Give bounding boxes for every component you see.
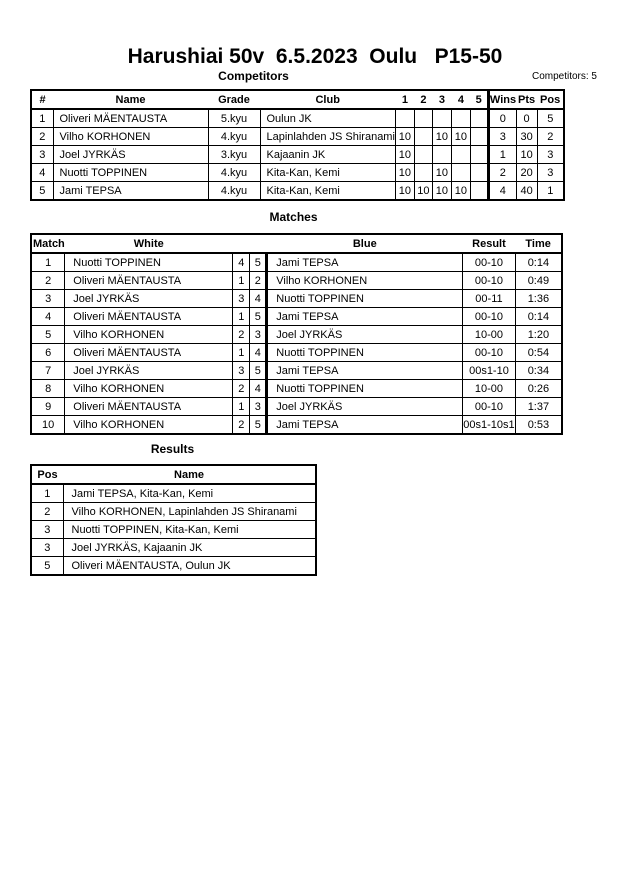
col-header-blue: Blue [267,234,463,253]
matrix-cell: 10 [395,146,414,164]
results-section-title: Results [150,442,195,456]
white-competitor: Joel JYRKÄS [65,362,233,380]
competitor-wins: 2 [488,164,516,182]
competitor-row [31,128,564,146]
col-header-name: Name [63,465,316,484]
match-number: 8 [31,380,65,398]
competitor-club: Lapinlahden JS Shiranami [260,128,395,146]
white-competitor-number: 1 [233,398,250,416]
matrix-cell [470,128,488,146]
white-competitor-number: 2 [233,326,250,344]
blue-competitor: Jami TEPSA [267,416,463,435]
match-number: 6 [31,344,65,362]
blue-competitor-number: 2 [250,272,267,290]
matrix-cell [414,128,432,146]
competitor-grade: 4.kyu [208,182,260,201]
competitor-points: 0 [516,109,537,128]
blue-competitor-number: 5 [250,362,267,380]
competitors-section-title: Competitors [218,69,289,83]
result-name: Nuotti TOPPINEN, Kita-Kan, Kemi [63,521,316,539]
results-header-row [31,465,316,484]
competitor-wins: 3 [488,128,516,146]
matrix-cell [470,146,488,164]
white-competitor-number: 1 [233,308,250,326]
blue-competitor-number: 4 [250,344,267,362]
match-row [31,253,562,272]
blue-competitor: Jami TEPSA [267,253,463,272]
blue-competitor: Nuotti TOPPINEN [267,344,463,362]
blue-competitor: Nuotti TOPPINEN [267,380,463,398]
match-time: 1:36 [515,290,562,308]
match-number: 5 [31,326,65,344]
results-table [30,464,317,576]
competitors-table [30,89,565,201]
competitor-club: Kajaanin JK [260,146,395,164]
match-row [31,380,562,398]
match-result: 10-00 [463,380,515,398]
competitor-grade: 4.kyu [208,128,260,146]
col-header-club: Club [260,90,395,109]
match-number: 7 [31,362,65,380]
result-position: 5 [31,557,63,576]
match-time: 1:37 [515,398,562,416]
matrix-cell: 10 [451,128,470,146]
white-competitor-number: 2 [233,380,250,398]
col-header-time: Time [515,234,562,253]
col-header-pos: Pos [537,90,564,109]
competitor-row [31,109,564,128]
match-result: 00-10 [463,398,515,416]
white-competitor: Nuotti TOPPINEN [65,253,233,272]
competitor-points: 10 [516,146,537,164]
blue-competitor: Vilho KORHONEN [267,272,463,290]
matrix-cell [414,164,432,182]
col-header-2: 2 [414,90,432,109]
blue-competitor: Jami TEPSA [267,362,463,380]
blue-competitor-number: 3 [250,326,267,344]
result-row [31,503,316,521]
match-number: 2 [31,272,65,290]
result-row [31,484,316,503]
col-header-wins: Wins [488,90,516,109]
match-time: 0:53 [515,416,562,435]
matrix-cell: 10 [395,164,414,182]
matrix-cell [470,164,488,182]
matrix-cell [470,182,488,201]
matrix-cell [414,146,432,164]
match-time: 0:14 [515,308,562,326]
match-time: 0:34 [515,362,562,380]
match-row [31,308,562,326]
blue-competitor: Jami TEPSA [267,308,463,326]
competitor-club: Oulun JK [260,109,395,128]
matches-table [30,233,563,435]
match-time: 0:14 [515,253,562,272]
competitor-number: 2 [31,128,53,146]
competitor-number: 3 [31,146,53,164]
competitor-grade: 3.kyu [208,146,260,164]
result-row [31,521,316,539]
blue-competitor-number: 4 [250,290,267,308]
col-header-white-number [233,234,250,253]
col-header-grade: Grade [208,90,260,109]
competitor-name: Vilho KORHONEN [53,128,208,146]
competitor-position: 3 [537,164,564,182]
col-header-pts: Pts [516,90,537,109]
white-competitor: Vilho KORHONEN [65,326,233,344]
result-row [31,557,316,576]
col-header-match: Match [31,234,65,253]
col-header-name: Name [53,90,208,109]
col-header-1: 1 [395,90,414,109]
col-header-4: 4 [451,90,470,109]
match-row [31,272,562,290]
competitor-number: 5 [31,182,53,201]
match-number: 10 [31,416,65,435]
competitor-points: 30 [516,128,537,146]
match-row [31,398,562,416]
page-title: Harushiai 50v 6.5.2023 Oulu P15-50 [127,45,503,68]
result-row [31,539,316,557]
competitor-row [31,146,564,164]
match-row [31,344,562,362]
col-header-result: Result [463,234,515,253]
match-result: 00s1-10s1 [463,416,515,435]
match-result: 00-10 [463,272,515,290]
matrix-cell [451,109,470,128]
match-result: 00-10 [463,308,515,326]
matrix-cell: 10 [414,182,432,201]
blue-competitor-number: 5 [250,308,267,326]
match-time: 0:49 [515,272,562,290]
blue-competitor-number: 5 [250,416,267,435]
match-result: 00-11 [463,290,515,308]
white-competitor: Oliveri MÄENTAUSTA [65,398,233,416]
match-time: 0:26 [515,380,562,398]
col-header-number: # [31,90,53,109]
col-header-3: 3 [432,90,451,109]
blue-competitor-number: 4 [250,380,267,398]
white-competitor-number: 2 [233,416,250,435]
col-header-white: White [65,234,233,253]
result-position: 2 [31,503,63,521]
col-header-pos: Pos [31,465,63,484]
competitors-count-label: Competitors: 5 [531,71,597,82]
matrix-cell [470,109,488,128]
result-position: 3 [31,521,63,539]
competitor-number: 4 [31,164,53,182]
match-number: 4 [31,308,65,326]
matrix-cell: 10 [395,182,414,201]
competitor-row [31,164,564,182]
competitor-name: Nuotti TOPPINEN [53,164,208,182]
matrix-cell [414,109,432,128]
match-row [31,326,562,344]
blue-competitor: Nuotti TOPPINEN [267,290,463,308]
match-number: 1 [31,253,65,272]
competitor-name: Oliveri MÄENTAUSTA [53,109,208,128]
competitor-row [31,182,564,201]
competitor-name: Jami TEPSA [53,182,208,201]
matrix-cell: 10 [432,182,451,201]
blue-competitor: Joel JYRKÄS [267,398,463,416]
blue-competitor-number: 3 [250,398,267,416]
competitor-grade: 5.kyu [208,109,260,128]
match-row [31,416,562,435]
match-result: 00s1-10 [463,362,515,380]
competitor-position: 2 [537,128,564,146]
competitor-club: Kita-Kan, Kemi [260,182,395,201]
competitor-name: Joel JYRKÄS [53,146,208,164]
matrix-cell [451,164,470,182]
competitor-points: 40 [516,182,537,201]
competitor-number: 1 [31,109,53,128]
match-row [31,290,562,308]
competitor-position: 5 [537,109,564,128]
competitor-points: 20 [516,164,537,182]
competitor-club: Kita-Kan, Kemi [260,164,395,182]
match-result: 00-10 [463,344,515,362]
match-number: 9 [31,398,65,416]
white-competitor: Oliveri MÄENTAUSTA [65,344,233,362]
white-competitor-number: 4 [233,253,250,272]
matrix-cell: 10 [432,164,451,182]
col-header-blue-number [250,234,267,253]
match-number: 3 [31,290,65,308]
result-name: Jami TEPSA, Kita-Kan, Kemi [63,484,316,503]
result-name: Joel JYRKÄS, Kajaanin JK [63,539,316,557]
white-competitor-number: 1 [233,272,250,290]
competitor-wins: 4 [488,182,516,201]
matrix-cell [395,109,414,128]
matches-section-title: Matches [269,210,318,224]
blue-competitor-number: 5 [250,253,267,272]
white-competitor: Oliveri MÄENTAUSTA [65,272,233,290]
col-header-5: 5 [470,90,488,109]
white-competitor-number: 3 [233,362,250,380]
result-name: Oliveri MÄENTAUSTA, Oulun JK [63,557,316,576]
white-competitor: Vilho KORHONEN [65,416,233,435]
white-competitor: Vilho KORHONEN [65,380,233,398]
competitor-position: 1 [537,182,564,201]
competitor-wins: 0 [488,109,516,128]
competitors-header-row [31,90,564,109]
white-competitor: Oliveri MÄENTAUSTA [65,308,233,326]
competitor-position: 3 [537,146,564,164]
result-name: Vilho KORHONEN, Lapinlahden JS Shiranami [63,503,316,521]
match-row [31,362,562,380]
white-competitor: Joel JYRKÄS [65,290,233,308]
matrix-cell: 10 [451,182,470,201]
competitor-wins: 1 [488,146,516,164]
white-competitor-number: 3 [233,290,250,308]
matrix-cell [451,146,470,164]
matches-header-row [31,234,562,253]
match-result: 00-10 [463,253,515,272]
blue-competitor: Joel JYRKÄS [267,326,463,344]
match-time: 0:54 [515,344,562,362]
matrix-cell: 10 [395,128,414,146]
result-position: 1 [31,484,63,503]
competitor-grade: 4.kyu [208,164,260,182]
match-time: 1:20 [515,326,562,344]
match-result: 10-00 [463,326,515,344]
matrix-cell [432,146,451,164]
matrix-cell [432,109,451,128]
result-position: 3 [31,539,63,557]
matrix-cell: 10 [432,128,451,146]
white-competitor-number: 1 [233,344,250,362]
